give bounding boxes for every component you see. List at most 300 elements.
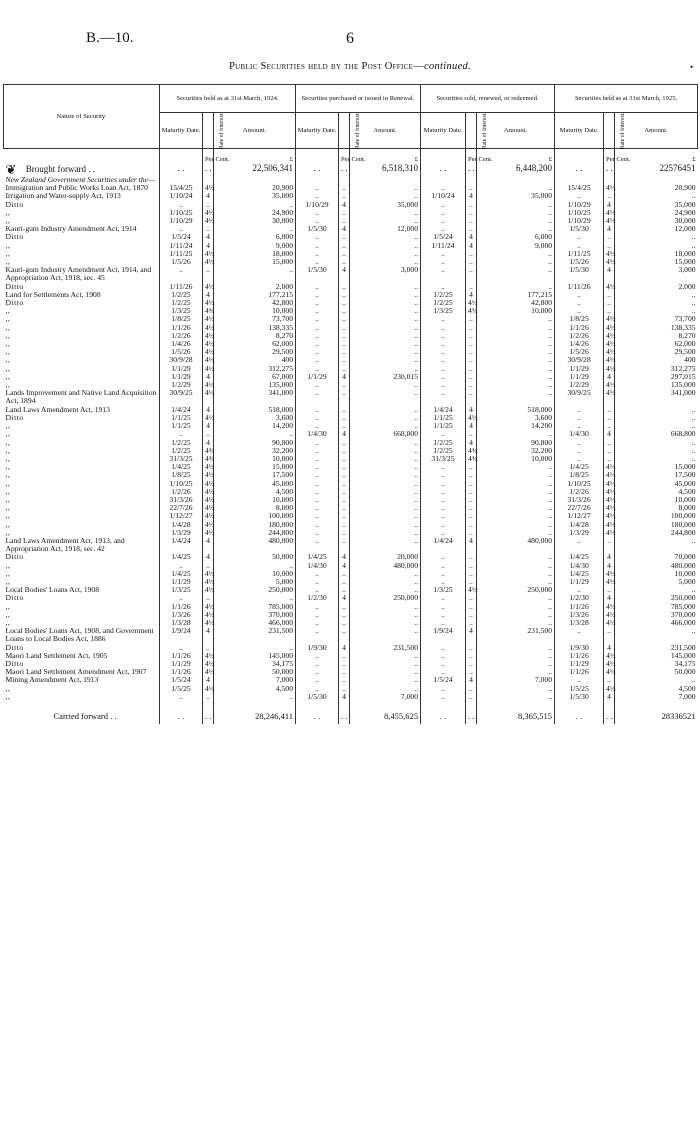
interest-rate: .. xyxy=(339,471,350,479)
interest-rate: 4 xyxy=(466,233,477,241)
interest-rate: 4½ xyxy=(604,283,615,291)
security-name: ,, xyxy=(5,470,11,480)
amount: .. xyxy=(477,693,555,701)
maturity-date: .. xyxy=(421,340,466,348)
maturity-date: 1/2/25 xyxy=(421,447,466,455)
group-sold-header: Securities sold, renewed, or redeemed. xyxy=(421,85,555,113)
maturity-date: 1/10/25 xyxy=(555,480,604,488)
maturity-date: 1/5/25 xyxy=(555,685,604,693)
amount: .. xyxy=(477,668,555,676)
maturity-date: .. xyxy=(296,627,339,643)
interest-rate: .. xyxy=(466,250,477,258)
interest-rate: 4½ xyxy=(604,463,615,471)
maturity-date: .. xyxy=(296,315,339,323)
interest-rate: .. xyxy=(604,291,615,299)
amount: 341,000 xyxy=(214,389,296,405)
interest-rate: 4½ xyxy=(203,578,214,586)
rate-header: Rate of Interest. xyxy=(604,113,615,149)
table-row xyxy=(4,447,698,455)
amount: .. xyxy=(477,315,555,323)
amount: 2,000 xyxy=(615,283,698,291)
maturity-date: .. xyxy=(555,537,604,553)
amount: 14,200 xyxy=(477,422,555,430)
interest-rate: .. xyxy=(339,250,350,258)
maturity-date: 1/1/29 xyxy=(555,373,604,381)
interest-rate: .. xyxy=(466,570,477,578)
interest-rate: 4 xyxy=(203,192,214,200)
amount: .. xyxy=(615,455,698,463)
maturity-date: 1/2/25 xyxy=(421,291,466,299)
amount: .. xyxy=(477,283,555,291)
amount: .. xyxy=(350,668,421,676)
amount: 45,000 xyxy=(615,480,698,488)
page-title xyxy=(0,61,700,72)
maturity-date: 1/3/29 xyxy=(160,529,203,537)
amount: .. xyxy=(350,521,421,529)
table-row xyxy=(4,307,698,315)
amount: 6,000 xyxy=(214,233,296,241)
amount: 32,200 xyxy=(214,447,296,455)
maturity-date: .. xyxy=(421,217,466,225)
interest-rate: 4 xyxy=(466,627,477,643)
table-row xyxy=(4,685,698,693)
maturity-date: .. xyxy=(421,389,466,405)
interest-rate: 4½ xyxy=(203,348,214,356)
maturity-date: .. xyxy=(421,266,466,282)
maturity-date: 1/10/24 xyxy=(421,192,466,200)
maturity-date: 30/9/25 xyxy=(555,389,604,405)
amount: .. xyxy=(477,504,555,512)
maturity-date: .. xyxy=(160,266,203,282)
maturity-date: 1/11/25 xyxy=(160,250,203,258)
amount: 100,000 xyxy=(615,512,698,520)
maturity-date: .. xyxy=(555,291,604,299)
table-row xyxy=(4,611,698,619)
interest-rate: 4 xyxy=(339,693,350,701)
interest-rate: 4 xyxy=(203,553,214,561)
interest-rate: .. xyxy=(466,430,477,438)
amount: 231,500 xyxy=(615,644,698,652)
table-row xyxy=(4,250,698,258)
maturity-date: .. xyxy=(160,201,203,209)
maturity-date: .. xyxy=(421,315,466,323)
maturity-date: 1/2/26 xyxy=(555,488,604,496)
amount: .. xyxy=(477,324,555,332)
amount: .. xyxy=(350,406,421,414)
amount: 6,000 xyxy=(477,233,555,241)
amount: .. xyxy=(615,299,698,307)
interest-rate: 4½ xyxy=(203,258,214,266)
maturity-date: 1/4/25 xyxy=(296,553,339,561)
maturity-date: 1/4/24 xyxy=(160,406,203,414)
interest-rate: 4 xyxy=(339,373,350,381)
security-name: ,, xyxy=(5,462,11,472)
amount-header: Amount. xyxy=(214,113,296,149)
maturity-date: 1/1/29 xyxy=(160,578,203,586)
maturity-date: 1/8/25 xyxy=(160,471,203,479)
amount: .. xyxy=(477,217,555,225)
table-row xyxy=(4,603,698,611)
maturity-date: 1/4/26 xyxy=(555,340,604,348)
amount: 35,000 xyxy=(214,192,296,200)
maturity-date: .. xyxy=(421,512,466,520)
interest-rate: 4 xyxy=(203,676,214,684)
amount: 4,500 xyxy=(214,685,296,693)
amount: .. xyxy=(477,389,555,405)
amount: 480,000 xyxy=(615,562,698,570)
maturity-date: .. xyxy=(421,652,466,660)
amount: .. xyxy=(350,414,421,422)
maturity-date: .. xyxy=(421,660,466,668)
amount: 10,000 xyxy=(214,455,296,463)
maturity-date: .. xyxy=(296,324,339,332)
interest-rate: 4½ xyxy=(203,365,214,373)
amount: 20,900 xyxy=(615,184,698,192)
maturity-date: .. xyxy=(296,611,339,619)
maturity-date: .. xyxy=(160,644,203,652)
maturity-date: .. xyxy=(296,496,339,504)
amount: 244,800 xyxy=(214,529,296,537)
maturity-date: .. xyxy=(421,529,466,537)
amount: .. xyxy=(350,480,421,488)
table-row xyxy=(4,594,698,602)
interest-rate: .. xyxy=(339,389,350,405)
amount: 42,800 xyxy=(214,299,296,307)
security-name: Immigration and Public Works Loan Act, 1870 xyxy=(5,183,148,193)
interest-rate: 4 xyxy=(203,422,214,430)
amount: .. xyxy=(477,348,555,356)
table-row xyxy=(4,430,698,438)
interest-rate: .. xyxy=(339,480,350,488)
interest-rate: .. xyxy=(339,414,350,422)
maturity-date: 1/2/29 xyxy=(555,381,604,389)
amount: 250,000 xyxy=(615,594,698,602)
interest-rate: 4 xyxy=(339,266,350,282)
table-footer xyxy=(4,701,698,724)
security-name: ,, xyxy=(5,494,11,504)
interest-rate: 4 xyxy=(339,225,350,233)
maturity-date: 1/4/28 xyxy=(160,521,203,529)
amount: 231,500 xyxy=(214,627,296,643)
maturity-date: 1/10/29 xyxy=(160,217,203,225)
amount: 231,500 xyxy=(477,627,555,643)
amount: 35,000 xyxy=(477,192,555,200)
interest-rate: 4½ xyxy=(604,209,615,217)
security-name: ,, xyxy=(5,617,11,627)
amount: 480,000 xyxy=(214,537,296,553)
amount: .. xyxy=(350,578,421,586)
amount: .. xyxy=(615,291,698,299)
interest-rate: 4½ xyxy=(604,250,615,258)
interest-rate: 4½ xyxy=(203,209,214,217)
interest-rate: .. xyxy=(203,430,214,438)
interest-rate: .. xyxy=(339,455,350,463)
table-body xyxy=(4,149,698,702)
maturity-date: 1/2/25 xyxy=(160,299,203,307)
maturity-date: .. xyxy=(555,586,604,594)
amount: .. xyxy=(615,233,698,241)
interest-rate: .. xyxy=(466,504,477,512)
interest-rate: .. xyxy=(339,570,350,578)
maturity-date: .. xyxy=(296,603,339,611)
table-row xyxy=(4,299,698,307)
interest-rate: .. xyxy=(604,242,615,250)
maturity-date: 1/10/25 xyxy=(160,209,203,217)
maturity-date: .. xyxy=(421,521,466,529)
maturity-date: .. xyxy=(421,488,466,496)
table-row xyxy=(4,463,698,471)
amount: 10,000 xyxy=(214,570,296,578)
maturity-date: 1/1/29 xyxy=(555,660,604,668)
maturity-date: .. xyxy=(296,184,339,192)
maturity-date: .. xyxy=(296,332,339,340)
interest-rate: .. xyxy=(203,644,214,652)
amount: .. xyxy=(350,570,421,578)
interest-rate: 4½ xyxy=(604,611,615,619)
interest-rate: 4½ xyxy=(203,521,214,529)
interest-rate: .. xyxy=(466,365,477,373)
interest-rate: .. xyxy=(604,406,615,414)
table-row xyxy=(4,414,698,422)
interest-rate: .. xyxy=(339,529,350,537)
table-row xyxy=(4,553,698,561)
maturity-date: 1/1/26 xyxy=(555,603,604,611)
interest-rate: 4½ xyxy=(203,570,214,578)
maturity-date: 1/3/25 xyxy=(421,307,466,315)
maturity-date: .. xyxy=(296,504,339,512)
table-row xyxy=(4,422,698,430)
maturity-date: .. xyxy=(296,291,339,299)
security-name: ,, xyxy=(5,486,11,496)
maturity-date: .. xyxy=(296,578,339,586)
table-row xyxy=(4,586,698,594)
maturity-date: .. xyxy=(421,381,466,389)
maturity-date: .. xyxy=(555,307,604,315)
title-main: Public Securities held by the Post Office— xyxy=(228,61,424,72)
interest-rate: 4 xyxy=(203,242,214,250)
maturity-date: 1/1/25 xyxy=(421,414,466,422)
amount: .. xyxy=(350,332,421,340)
amount: 466,000 xyxy=(615,619,698,627)
maturity-date: .. xyxy=(160,693,203,701)
maturity-date: 1/5/24 xyxy=(160,676,203,684)
amount: .. xyxy=(350,603,421,611)
interest-rate: .. xyxy=(339,307,350,315)
amount: 34,175 xyxy=(214,660,296,668)
amount: .. xyxy=(350,652,421,660)
maturity-date: .. xyxy=(160,562,203,570)
security-name: Maori Land Settlement Amendment Act, 1907 xyxy=(5,667,147,677)
interest-rate: .. xyxy=(339,488,350,496)
maturity-date: 31/3/26 xyxy=(555,496,604,504)
amount: .. xyxy=(477,463,555,471)
amount: 8,000 xyxy=(214,504,296,512)
rate-header: Rate of Interest. xyxy=(203,113,214,149)
maturity-date: .. xyxy=(296,668,339,676)
amount: .. xyxy=(350,315,421,323)
maturity-date: 1/4/25 xyxy=(555,570,604,578)
maturity-date: .. xyxy=(555,192,604,200)
amount: 7,000 xyxy=(214,676,296,684)
interest-rate: .. xyxy=(466,348,477,356)
maturity-date: 1/2/26 xyxy=(160,488,203,496)
amount: .. xyxy=(615,242,698,250)
interest-rate: 4½ xyxy=(604,578,615,586)
maturity-date: .. xyxy=(296,365,339,373)
maturity-date: .. xyxy=(555,676,604,684)
maturity-date: 1/2/25 xyxy=(421,299,466,307)
interest-rate: .. xyxy=(339,291,350,299)
title-continued: continued. xyxy=(423,61,472,72)
interest-rate: .. xyxy=(339,619,350,627)
maturity-date: .. xyxy=(421,283,466,291)
interest-rate: .. xyxy=(604,192,615,200)
amount: 135,000 xyxy=(214,381,296,389)
amount: .. xyxy=(350,389,421,405)
maturity-header: Maturity Date. xyxy=(296,113,339,149)
maturity-date: .. xyxy=(296,455,339,463)
interest-rate: .. xyxy=(203,225,214,233)
amount: 18,000 xyxy=(615,250,698,258)
amount: 3,600 xyxy=(477,414,555,422)
maturity-date: .. xyxy=(555,447,604,455)
security-name: ,, xyxy=(5,568,11,578)
maturity-date: .. xyxy=(421,184,466,192)
maturity-date: 1/2/30 xyxy=(555,594,604,602)
security-name: ,, xyxy=(5,609,11,619)
interest-rate: 4½ xyxy=(203,496,214,504)
maturity-date: .. xyxy=(421,250,466,258)
amount: .. xyxy=(350,488,421,496)
amount: .. xyxy=(477,201,555,209)
interest-rate: .. xyxy=(339,242,350,250)
amount: .. xyxy=(477,603,555,611)
maturity-date: 1/1/25 xyxy=(160,414,203,422)
amount: 42,800 xyxy=(477,299,555,307)
amount: 67,000 xyxy=(214,373,296,381)
interest-rate: 4½ xyxy=(604,685,615,693)
table-row xyxy=(4,480,698,488)
interest-rate: .. xyxy=(339,578,350,586)
security-name: ,, xyxy=(5,683,11,693)
interest-rate: .. xyxy=(604,586,615,594)
interest-rate: .. xyxy=(339,283,350,291)
security-name: Kauri-gum Industry Amendment Act, 1914 xyxy=(5,224,137,234)
interest-rate: .. xyxy=(604,627,615,643)
maturity-date: .. xyxy=(421,348,466,356)
maturity-date: .. xyxy=(296,570,339,578)
table-row xyxy=(4,668,698,676)
interest-rate: 4½ xyxy=(604,348,615,356)
amount: 10,000 xyxy=(477,455,555,463)
amount: 50,000 xyxy=(214,668,296,676)
security-name: ,, xyxy=(5,314,11,324)
interest-rate: .. xyxy=(339,233,350,241)
maturity-date: .. xyxy=(296,381,339,389)
interest-rate: .. xyxy=(339,356,350,364)
security-name: Ditto xyxy=(5,658,24,668)
interest-rate: .. xyxy=(339,381,350,389)
amount: 312,275 xyxy=(214,365,296,373)
interest-rate: 4 xyxy=(466,406,477,414)
interest-rate: 4½ xyxy=(203,504,214,512)
interest-rate: 4½ xyxy=(203,652,214,660)
security-name: Mining Amendment Act, 1913 xyxy=(5,675,99,685)
security-name: ,, xyxy=(5,322,11,332)
security-name: ,, xyxy=(5,216,11,226)
amount: .. xyxy=(477,562,555,570)
table-row xyxy=(4,324,698,332)
interest-rate: 4½ xyxy=(604,496,615,504)
maturity-date: 15/4/25 xyxy=(160,184,203,192)
maturity-date: .. xyxy=(296,414,339,422)
security-name: ,, xyxy=(5,453,11,463)
amount: 12,000 xyxy=(615,225,698,233)
maturity-date: 1/11/24 xyxy=(421,242,466,250)
security-name: Ditto xyxy=(5,199,24,209)
maturity-date: 1/2/25 xyxy=(421,439,466,447)
maturity-date: .. xyxy=(296,217,339,225)
interest-rate: .. xyxy=(339,685,350,693)
maturity-date: .. xyxy=(421,562,466,570)
table-row xyxy=(4,488,698,496)
maturity-date: .. xyxy=(296,348,339,356)
maturity-date: .. xyxy=(421,619,466,627)
amount: 250,000 xyxy=(350,594,421,602)
table-row xyxy=(4,627,698,643)
maturity-date: 1/3/25 xyxy=(160,307,203,315)
interest-rate: 4½ xyxy=(203,381,214,389)
amount: 9,000 xyxy=(477,242,555,250)
interest-rate: .. xyxy=(466,266,477,282)
interest-rate: .. xyxy=(466,258,477,266)
maturity-date: .. xyxy=(160,594,203,602)
amount: 18,000 xyxy=(214,250,296,258)
amount: 50,000 xyxy=(615,668,698,676)
amount: .. xyxy=(615,586,698,594)
maturity-date: 1/3/25 xyxy=(421,586,466,594)
maturity-date: 1/4/25 xyxy=(160,463,203,471)
amount: .. xyxy=(477,471,555,479)
amount: 10,000 xyxy=(477,307,555,315)
maturity-date: 1/12/27 xyxy=(555,512,604,520)
amount xyxy=(350,176,421,184)
security-name: Maori Land Settlement Act, 1905 xyxy=(5,650,108,660)
brought-forward-row: ❦ Brought forward . . . . . . 22,506,341 . . . . 6,518,310 . . . . 6,448,200 . . . . 22576451 xyxy=(5,162,696,177)
maturity-date: 1/1/25 xyxy=(421,422,466,430)
interest-rate: 4½ xyxy=(203,586,214,594)
interest-rate: .. xyxy=(466,603,477,611)
maturity-date: .. xyxy=(421,471,466,479)
maturity-date: 1/3/28 xyxy=(160,619,203,627)
amount: .. xyxy=(477,496,555,504)
maturity-date: 1/5/30 xyxy=(296,225,339,233)
maturity-date: .. xyxy=(421,611,466,619)
amount: 466,000 xyxy=(214,619,296,627)
maturity-date: .. xyxy=(555,406,604,414)
maturity-date: 1/2/25 xyxy=(160,447,203,455)
maturity-date: .. xyxy=(296,660,339,668)
maturity-date: .. xyxy=(421,430,466,438)
amount: .. xyxy=(477,488,555,496)
security-name: ,, xyxy=(5,347,11,357)
interest-rate: 4½ xyxy=(604,619,615,627)
amount: .. xyxy=(350,537,421,553)
security-name: ,, xyxy=(5,429,11,439)
amount: .. xyxy=(477,365,555,373)
amount: .. xyxy=(477,685,555,693)
interest-rate: .. xyxy=(466,644,477,652)
